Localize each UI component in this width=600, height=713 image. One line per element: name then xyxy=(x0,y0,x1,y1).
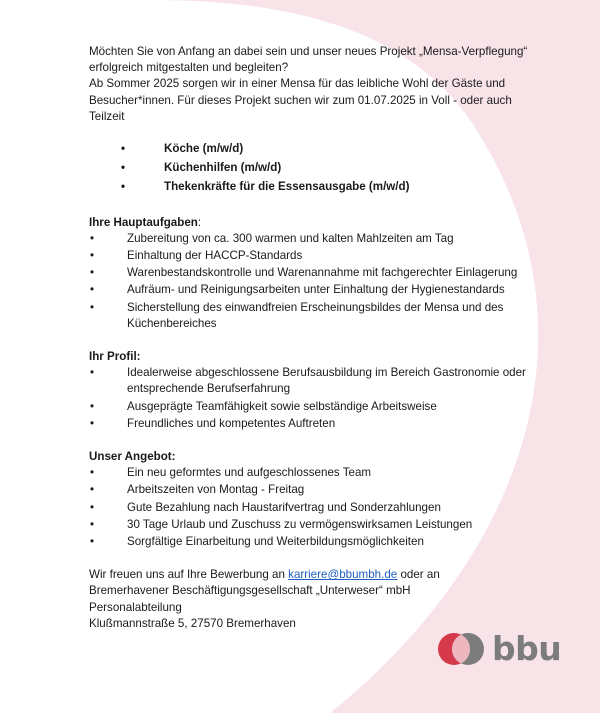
list-item: • 30 Tage Urlaub und Zuschuss zu vermögenswirksamen Leistungen xyxy=(90,517,473,531)
position-item: • Küchenhilfen (m/w/d) xyxy=(121,160,529,176)
profile-list xyxy=(89,365,529,432)
address: Klußmannstraße 5, 27570 Bremerhaven xyxy=(89,616,296,630)
list-item: • Aufräum- und Reinigungsarbeiten unter Einhaltung der Hygienestandards xyxy=(90,283,505,297)
offer-heading: Unser Angebot: xyxy=(89,450,176,464)
list-item: • Arbeitszeiten von Montag - Freitag xyxy=(90,483,305,497)
tasks-list xyxy=(89,231,529,332)
tasks-heading: Ihre Hauptaufgaben xyxy=(89,215,198,229)
intro-line-2: Ab Sommer 2025 sorgen wir in einer Mensa für das leibliche Wohl der Gäste und Besucher*innen. Für dieses Projekt suchen wir zum 01.07.2025 in Voll - oder auch Teilzeit xyxy=(89,77,512,123)
bbu-logo-mark-icon xyxy=(436,631,488,667)
bullet: • xyxy=(121,180,126,194)
contact-line: Wir freuen uns auf Ihre Bewerbung an karriere@bbumbh.de oder an xyxy=(89,568,440,582)
list-item: • Sicherstellung des einwandfreien Erscheinungsbildes der Mensa und des Küchenbereiches xyxy=(90,300,504,330)
job-posting xyxy=(89,44,529,632)
list-item: • Gute Bezahlung nach Haustarifvertrag und Sonderzahlungen xyxy=(90,500,441,514)
bullet: • xyxy=(121,142,126,156)
positions-list xyxy=(89,141,529,196)
position-item: • Thekenkräfte für die Essensausgabe (m/w/d) xyxy=(121,179,529,195)
list-item: • Freundliches und kompetentes Auftreten xyxy=(90,416,336,430)
list-item: • Ausgeprägte Teamfähigkeit sowie selbständige Arbeitsweise xyxy=(90,399,437,413)
position-item: • Köche (m/w/d) xyxy=(121,141,529,157)
list-item: • Warenbestandskontrolle und Warenannahme mit fachgerechter Einlagerung xyxy=(90,266,518,280)
list-item: • Zubereitung von ca. 300 warmen und kalten Mahlzeiten am Tag xyxy=(90,231,454,245)
offer-list xyxy=(89,465,529,550)
department: Personalabteilung xyxy=(89,600,182,614)
list-item: • Idealerweise abgeschlossene Berufsausbildung im Bereich Gastronomie oder entsprechende Berufserfahrung xyxy=(90,366,526,396)
company-name: Bremerhavener Beschäftigungsgesellschaft „Unterweser“ mbH xyxy=(89,584,411,598)
intro-line-1: Möchten Sie von Anfang an dabei sein und unser neues Projekt „Mensa-Verpflegung“ erfolgreich mitgestalten und begleiten? xyxy=(89,45,528,75)
tasks-heading-line: Ihre Hauptaufgaben: xyxy=(89,215,202,229)
bbu-logo xyxy=(436,631,576,667)
bbu-logo-text: bbu xyxy=(492,629,562,668)
list-item: • Ein neu geformtes und aufgeschlossenes Team xyxy=(90,466,372,480)
email-link[interactable]: karriere@bbumbh.de xyxy=(288,568,398,582)
profile-heading: Ihr Profil: xyxy=(89,350,141,364)
list-item: • Sorgfältige Einarbeitung und Weiterbildungsmöglichkeiten xyxy=(90,535,424,549)
list-item: • Einhaltung der HACCP-Standards xyxy=(90,249,303,263)
bullet: • xyxy=(121,161,126,175)
